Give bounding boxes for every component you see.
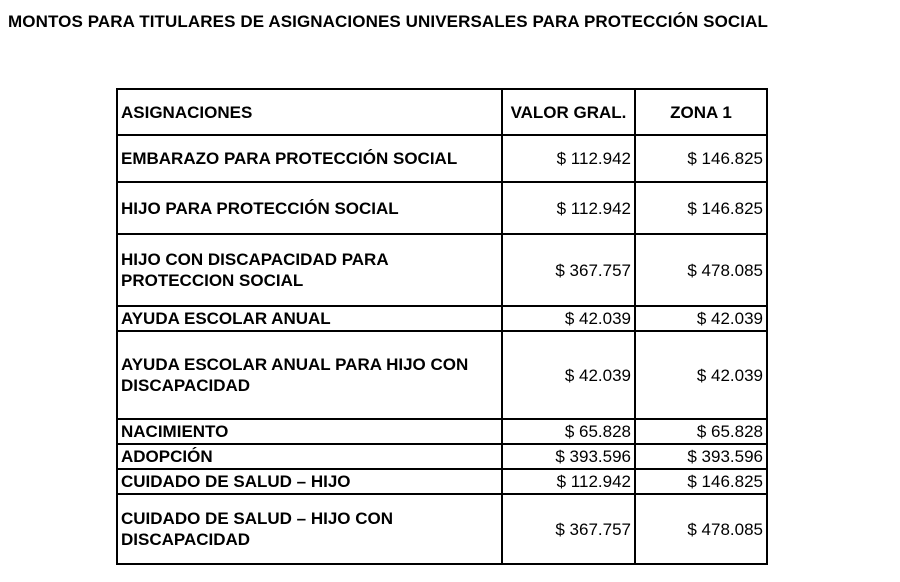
- row-zona-1: $ 146.825: [635, 135, 767, 182]
- row-valor-gral: $ 112.942: [502, 182, 635, 234]
- header-zona-1: ZONA 1: [635, 89, 767, 135]
- table-row: [117, 182, 767, 234]
- table-row: [117, 306, 767, 331]
- row-zona-1: $ 65.828: [635, 419, 767, 444]
- header-valor-gral: VALOR GRAL.: [502, 89, 635, 135]
- table-row: [117, 135, 767, 182]
- row-zona-1: $ 478.085: [635, 494, 767, 564]
- row-zona-1: $ 146.825: [635, 182, 767, 234]
- table-row: [117, 419, 767, 444]
- table-row: [117, 234, 767, 306]
- table-row: [117, 494, 767, 564]
- row-valor-gral: $ 65.828: [502, 419, 635, 444]
- row-zona-1: $ 42.039: [635, 331, 767, 419]
- row-valor-gral: $ 42.039: [502, 331, 635, 419]
- row-name: AYUDA ESCOLAR ANUAL: [117, 306, 502, 331]
- table-row: [117, 444, 767, 469]
- header-asignaciones: ASIGNACIONES: [117, 89, 502, 135]
- row-zona-1: $ 42.039: [635, 306, 767, 331]
- amounts-table: [116, 88, 768, 565]
- row-zona-1: $ 146.825: [635, 469, 767, 494]
- row-valor-gral: $ 393.596: [502, 444, 635, 469]
- row-name: ADOPCIÓN: [117, 444, 502, 469]
- row-name: EMBARAZO PARA PROTECCIÓN SOCIAL: [117, 135, 502, 182]
- row-valor-gral: $ 112.942: [502, 135, 635, 182]
- row-name: AYUDA ESCOLAR ANUAL PARA HIJO CON DISCAPACIDAD: [117, 331, 502, 419]
- row-valor-gral: $ 367.757: [502, 494, 635, 564]
- row-name: NACIMIENTO: [117, 419, 502, 444]
- row-zona-1: $ 393.596: [635, 444, 767, 469]
- row-name: CUIDADO DE SALUD – HIJO: [117, 469, 502, 494]
- row-valor-gral: $ 42.039: [502, 306, 635, 331]
- row-valor-gral: $ 367.757: [502, 234, 635, 306]
- table-row: [117, 469, 767, 494]
- row-valor-gral: $ 112.942: [502, 469, 635, 494]
- table-header-row: [117, 89, 767, 135]
- page-title: MONTOS PARA TITULARES DE ASIGNACIONES UNIVERSALES PARA PROTECCIÓN SOCIAL: [8, 12, 768, 31]
- row-zona-1: $ 478.085: [635, 234, 767, 306]
- row-name: CUIDADO DE SALUD – HIJO CON DISCAPACIDAD: [117, 494, 502, 564]
- row-name: HIJO PARA PROTECCIÓN SOCIAL: [117, 182, 502, 234]
- row-name: HIJO CON DISCAPACIDAD PARA PROTECCION SOCIAL: [117, 234, 502, 306]
- table-row: [117, 331, 767, 419]
